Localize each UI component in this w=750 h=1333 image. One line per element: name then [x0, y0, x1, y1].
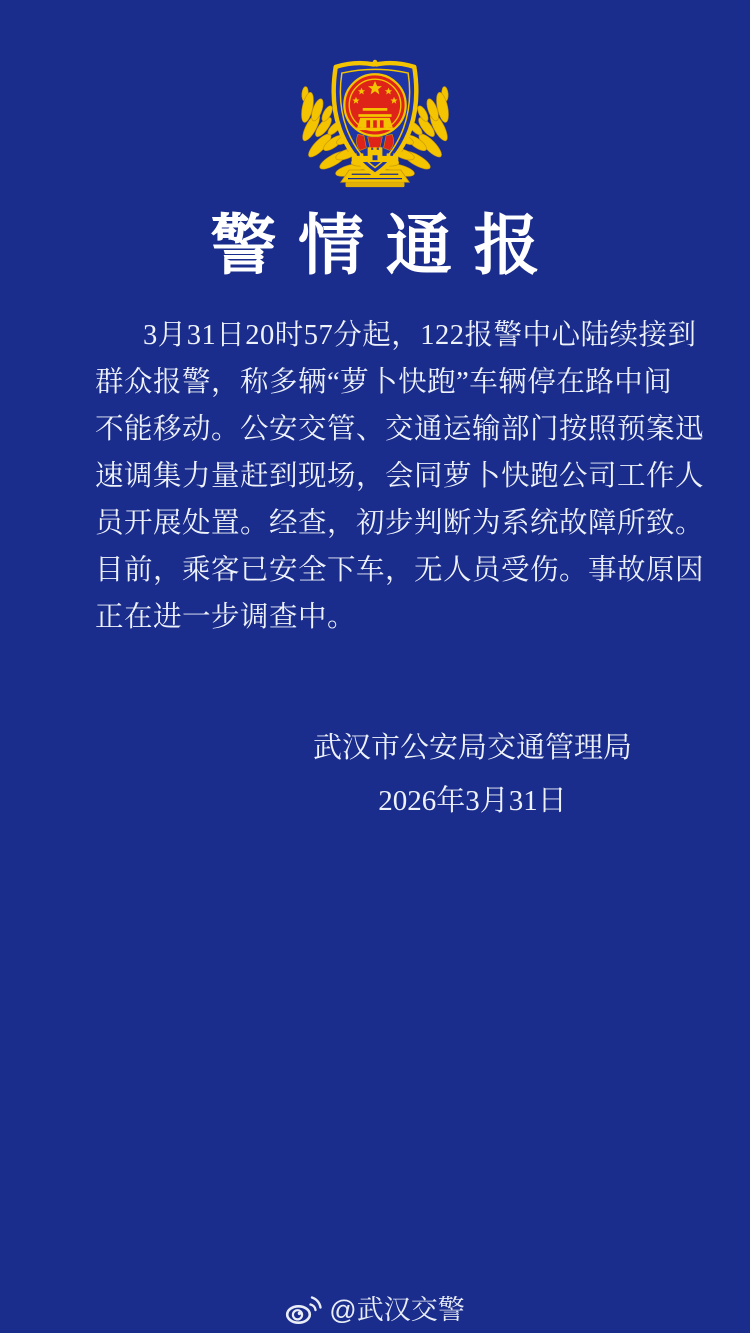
weibo-watermark: [0, 1294, 750, 1325]
issuing-authority: 武汉市公安局交通管理局: [312, 732, 632, 764]
notice-body: [95, 312, 705, 641]
notice-date: 2026年3月31日: [378, 785, 567, 817]
body-line: 目前，乘客已安全下车，无人员受伤。事故原因: [95, 555, 705, 586]
body-line: 正在进一步调查中。: [95, 602, 357, 633]
body-line: 速调集力量赶到现场，会同萝卜快跑公司工作人: [95, 461, 705, 492]
body-line: 不能移动。公安交管、交通运输部门按照预案迅: [95, 414, 705, 445]
weibo-icon: [285, 1294, 322, 1325]
badge-national-emblem: [344, 74, 405, 135]
body-line: 3月31日20时57分起，122报警中心陆续接到: [143, 320, 697, 351]
signature-block: [313, 726, 632, 816]
body-line: 群众报警，称多辆“萝卜快跑”车辆停在路中间: [95, 367, 673, 398]
watermark-text: @武汉交警: [329, 1294, 465, 1325]
notice-title: 警情通报: [210, 210, 562, 283]
police-badge-icon: [294, 36, 456, 196]
body-line: 员开展处置。经查，初步判断为系统故障所致。: [95, 508, 705, 539]
